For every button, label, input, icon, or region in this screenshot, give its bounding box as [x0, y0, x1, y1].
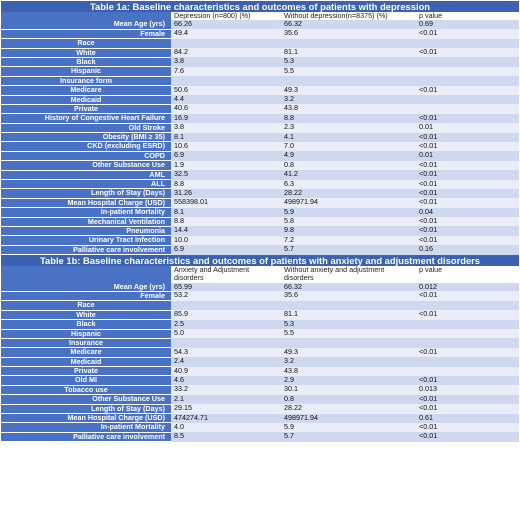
value-group-a	[171, 39, 281, 48]
value-group-a: 6.9	[171, 151, 281, 160]
value-group-b: 28.22	[281, 404, 399, 413]
value-group-a: 5.0	[171, 329, 281, 338]
table-row	[1, 76, 519, 85]
value-group-b: 5.8	[281, 217, 399, 226]
p-value: <0.01	[399, 161, 519, 170]
table-1b-header-group-a: Anxiety and Adjustment disorders	[171, 266, 281, 282]
p-value: <0.01	[399, 226, 519, 235]
value-group-b: 43.8	[281, 104, 399, 113]
table-row	[1, 226, 519, 235]
table-row	[1, 142, 519, 151]
row-label: CKD (excluding ESRD)	[1, 142, 171, 151]
p-value: 0.69	[399, 20, 519, 29]
value-group-b: 35.6	[281, 29, 399, 38]
value-group-a: 84.2	[171, 48, 281, 57]
value-group-a: 6.9	[171, 245, 281, 254]
value-group-a: 40.6	[171, 104, 281, 113]
row-label: Length of Stay (Days)	[1, 189, 171, 198]
p-value	[399, 67, 519, 76]
table-row	[1, 48, 519, 57]
table-row	[1, 432, 519, 441]
value-group-b: 4.9	[281, 151, 399, 160]
p-value: <0.01	[399, 423, 519, 432]
table-1a-header-blank	[1, 12, 171, 20]
row-label: Other Substance Use	[1, 161, 171, 170]
row-label: Old Stroke	[1, 123, 171, 132]
table-row	[1, 217, 519, 226]
value-group-b: 2.9	[281, 376, 399, 385]
value-group-b: 5.9	[281, 208, 399, 217]
value-group-b: 49.3	[281, 86, 399, 95]
table-1b-header-blank	[1, 266, 171, 282]
value-group-a: 29.15	[171, 404, 281, 413]
value-group-b: 9.8	[281, 226, 399, 235]
p-value: <0.01	[399, 348, 519, 357]
value-group-b: 498971.94	[281, 414, 399, 423]
row-label: Medicaid	[1, 357, 171, 366]
row-label: Palliative care involvement	[1, 245, 171, 254]
row-label: ALL	[1, 180, 171, 189]
value-group-b: 66.32	[281, 20, 399, 29]
row-label: Urinary Tract Infection	[1, 236, 171, 245]
value-group-b: 3.2	[281, 357, 399, 366]
value-group-a: 2.5	[171, 320, 281, 329]
table-row	[1, 395, 519, 404]
row-label: COPD	[1, 151, 171, 160]
table-row	[1, 283, 519, 292]
table-row	[1, 329, 519, 338]
p-value	[399, 367, 519, 376]
table-row	[1, 86, 519, 95]
p-value: <0.01	[399, 310, 519, 319]
row-label: Medicaid	[1, 95, 171, 104]
value-group-b: 35.6	[281, 291, 399, 300]
value-group-b: 0.8	[281, 395, 399, 404]
value-group-a: 50.6	[171, 86, 281, 95]
p-value	[399, 57, 519, 66]
table-row	[1, 367, 519, 376]
row-label: Length of Stay (Days)	[1, 404, 171, 413]
row-label: Old MI	[1, 376, 171, 385]
table-1a	[1, 1, 519, 255]
value-group-b: 81.1	[281, 48, 399, 57]
table-row	[1, 151, 519, 160]
value-group-a: 14.4	[171, 226, 281, 235]
row-label: White	[1, 310, 171, 319]
value-group-a: 558398.01	[171, 198, 281, 207]
value-group-a: 31.26	[171, 189, 281, 198]
value-group-b: 498971.94	[281, 198, 399, 207]
table-row	[1, 57, 519, 66]
p-value: <0.01	[399, 29, 519, 38]
value-group-b: 3.2	[281, 95, 399, 104]
p-value	[399, 301, 519, 310]
value-group-a: 54.3	[171, 348, 281, 357]
table-row	[1, 39, 519, 48]
row-label: Female	[1, 29, 171, 38]
value-group-b: 49.3	[281, 348, 399, 357]
table-row	[1, 20, 519, 29]
p-value: <0.01	[399, 133, 519, 142]
table-row	[1, 338, 519, 347]
value-group-a: 10.0	[171, 236, 281, 245]
row-label: Insurance	[1, 338, 171, 347]
row-label: Race	[1, 301, 171, 310]
row-label: Black	[1, 320, 171, 329]
table-row	[1, 385, 519, 394]
value-group-a: 8.8	[171, 217, 281, 226]
row-label: In-patient Mortality	[1, 423, 171, 432]
p-value: <0.01	[399, 404, 519, 413]
p-value: <0.01	[399, 236, 519, 245]
row-label: Mean Hospital Charge (USD)	[1, 198, 171, 207]
p-value	[399, 39, 519, 48]
value-group-a: 33.2	[171, 385, 281, 394]
p-value	[399, 104, 519, 113]
value-group-b: 4.1	[281, 133, 399, 142]
table-row	[1, 67, 519, 76]
value-group-a	[171, 76, 281, 85]
value-group-b	[281, 301, 399, 310]
p-value	[399, 338, 519, 347]
value-group-b: 8.8	[281, 114, 399, 123]
table-row	[1, 414, 519, 423]
value-group-a	[171, 301, 281, 310]
table-row	[1, 208, 519, 217]
row-label: Race	[1, 39, 171, 48]
row-label: Other Substance Use	[1, 395, 171, 404]
value-group-b: 30.1	[281, 385, 399, 394]
table-row	[1, 123, 519, 132]
value-group-a: 8.8	[171, 180, 281, 189]
table-row	[1, 170, 519, 179]
value-group-b: 2.3	[281, 123, 399, 132]
row-label: AML	[1, 170, 171, 179]
table-1b-title: Table 1b: Baseline characteristics and outcomes of patients with anxiety and adjustment disorders	[1, 255, 519, 266]
value-group-b: 81.1	[281, 310, 399, 319]
row-label: Hispanic	[1, 67, 171, 76]
row-label: Obesity (BMI ≥ 35)	[1, 133, 171, 142]
value-group-b: 5.9	[281, 423, 399, 432]
value-group-b: 41.2	[281, 170, 399, 179]
value-group-b: 5.7	[281, 432, 399, 441]
row-label: Mean Age (yrs)	[1, 20, 171, 29]
row-label: Insurance form	[1, 76, 171, 85]
p-value: 0.16	[399, 245, 519, 254]
p-value: 0.01	[399, 123, 519, 132]
value-group-a: 49.4	[171, 29, 281, 38]
p-value: 0.012	[399, 283, 519, 292]
value-group-b: 7.0	[281, 142, 399, 151]
document	[1, 1, 519, 521]
row-label: Private	[1, 367, 171, 376]
p-value: <0.01	[399, 198, 519, 207]
p-value: <0.01	[399, 114, 519, 123]
table-row	[1, 236, 519, 245]
value-group-a: 8.1	[171, 208, 281, 217]
value-group-b: 0.8	[281, 161, 399, 170]
table-row	[1, 198, 519, 207]
value-group-a: 16.9	[171, 114, 281, 123]
table-1b	[1, 255, 519, 442]
value-group-a: 66.26	[171, 20, 281, 29]
row-label: Female	[1, 291, 171, 300]
value-group-a: 474274.71	[171, 414, 281, 423]
p-value: <0.01	[399, 180, 519, 189]
value-group-b: 66.32	[281, 283, 399, 292]
table-1a-header-group-b: Without depression(n=8375) (%)	[281, 12, 399, 20]
p-value: <0.01	[399, 395, 519, 404]
value-group-b: 5.5	[281, 329, 399, 338]
p-value: <0.01	[399, 142, 519, 151]
table-row	[1, 180, 519, 189]
value-group-b: 5.5	[281, 67, 399, 76]
table-row	[1, 245, 519, 254]
p-value: 0.01	[399, 151, 519, 160]
table-row	[1, 161, 519, 170]
value-group-b	[281, 39, 399, 48]
value-group-b: 5.3	[281, 57, 399, 66]
table-row	[1, 357, 519, 366]
row-label: In-patient Mortality	[1, 208, 171, 217]
row-label: Private	[1, 104, 171, 113]
value-group-b: 6.3	[281, 180, 399, 189]
table-row	[1, 423, 519, 432]
table-row	[1, 310, 519, 319]
table-row	[1, 104, 519, 113]
p-value	[399, 320, 519, 329]
value-group-a: 3.8	[171, 123, 281, 132]
table-row	[1, 404, 519, 413]
value-group-a: 2.4	[171, 357, 281, 366]
table-row	[1, 114, 519, 123]
row-label: Black	[1, 57, 171, 66]
p-value: 0.61	[399, 414, 519, 423]
row-label: Medicare	[1, 86, 171, 95]
value-group-b: 7.2	[281, 236, 399, 245]
value-group-a: 7.6	[171, 67, 281, 76]
p-value: <0.01	[399, 189, 519, 198]
table-1b-header-pvalue: p value	[399, 266, 519, 282]
value-group-a: 4.0	[171, 423, 281, 432]
value-group-a: 4.6	[171, 376, 281, 385]
p-value	[399, 329, 519, 338]
p-value	[399, 95, 519, 104]
value-group-b	[281, 76, 399, 85]
row-label: White	[1, 48, 171, 57]
row-label: Tobacco use	[1, 385, 171, 394]
table-1b-header-group-b: Without anxiety and adjustment disorders	[281, 266, 399, 282]
value-group-b: 5.3	[281, 320, 399, 329]
row-label: Medicare	[1, 348, 171, 357]
p-value: <0.01	[399, 170, 519, 179]
table-row	[1, 348, 519, 357]
value-group-b: 28.22	[281, 189, 399, 198]
p-value: 0.013	[399, 385, 519, 394]
row-label: Pneumonia	[1, 226, 171, 235]
value-group-b: 5.7	[281, 245, 399, 254]
row-label: History of Congestive Heart Failure	[1, 114, 171, 123]
p-value: 0.04	[399, 208, 519, 217]
value-group-a: 1.9	[171, 161, 281, 170]
value-group-a: 40.9	[171, 367, 281, 376]
value-group-a: 3.8	[171, 57, 281, 66]
p-value: <0.01	[399, 48, 519, 57]
value-group-a: 8.5	[171, 432, 281, 441]
value-group-a: 32.5	[171, 170, 281, 179]
p-value: <0.01	[399, 376, 519, 385]
table-row	[1, 95, 519, 104]
p-value: <0.01	[399, 291, 519, 300]
p-value: <0.01	[399, 217, 519, 226]
value-group-a: 10.6	[171, 142, 281, 151]
value-group-a: 65.99	[171, 283, 281, 292]
value-group-a: 8.1	[171, 133, 281, 142]
value-group-a	[171, 338, 281, 347]
table-row	[1, 133, 519, 142]
row-label: Mean Hospital Charge (USD)	[1, 414, 171, 423]
table-row	[1, 29, 519, 38]
row-label: Palliative care involvement	[1, 432, 171, 441]
p-value: <0.01	[399, 86, 519, 95]
value-group-b	[281, 338, 399, 347]
p-value	[399, 76, 519, 85]
p-value	[399, 357, 519, 366]
table-row	[1, 301, 519, 310]
row-label: Mean Age (yrs)	[1, 283, 171, 292]
table-row	[1, 189, 519, 198]
table-row	[1, 291, 519, 300]
value-group-a: 2.1	[171, 395, 281, 404]
table-1a-title: Table 1a: Baseline characteristics and outcomes of patients with depression	[1, 1, 519, 12]
table-row	[1, 320, 519, 329]
value-group-a: 53.2	[171, 291, 281, 300]
row-label: Hispanic	[1, 329, 171, 338]
table-1a-header-group-a: Depression (n=800) (%)	[171, 12, 281, 20]
row-label: Mechanical Ventilation	[1, 217, 171, 226]
value-group-a: 85.9	[171, 310, 281, 319]
p-value: <0.01	[399, 432, 519, 441]
table-1a-header-pvalue: p value	[399, 12, 519, 20]
value-group-a: 4.4	[171, 95, 281, 104]
value-group-b: 43.8	[281, 367, 399, 376]
table-row	[1, 376, 519, 385]
